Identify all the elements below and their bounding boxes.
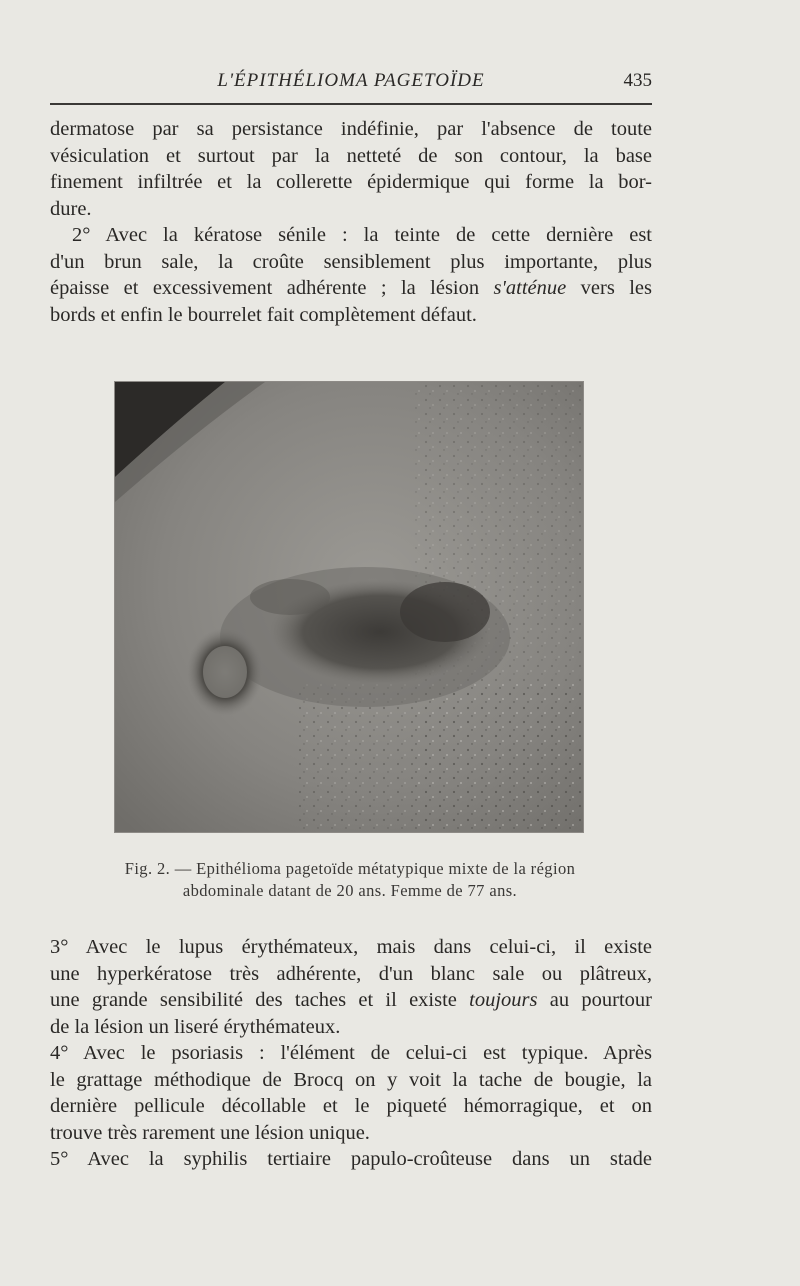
text-line: dure. — [50, 197, 92, 220]
skin-lesion-photo — [115, 382, 583, 832]
paragraph-1 — [50, 116, 652, 222]
caption-line: Fig. 2. — Epithélioma pagetoïde métatypique mixte de la région — [124, 859, 576, 878]
text-run: vers les — [566, 277, 652, 299]
caption-line: abdominale datant de 20 ans. Femme de 77 ans. — [182, 881, 518, 900]
paragraph-2 — [50, 222, 652, 328]
italic-term: s'atténue — [493, 277, 567, 299]
text-line: dermatose par sa persistance indéfinie, par l'absence de toute — [50, 118, 652, 140]
text-run: épaisse et excessivement adhérente ; la lésion — [50, 277, 494, 299]
text-line: le grattage méthodique de Brocq on y voit la tache de bougie, la — [50, 1068, 652, 1091]
text-line: 3° Avec le lupus érythémateux, mais dans celui-ci, il existe — [50, 936, 652, 958]
paragraph-4 — [50, 1040, 652, 1146]
italic-term: toujours — [469, 989, 538, 1011]
text-run: une grande sensibilité des taches et il existe — [50, 989, 470, 1011]
paragraph-5 — [50, 1146, 652, 1173]
text-line: dernière pellicule décollable et le piqueté hémorragique, et on — [50, 1095, 652, 1117]
text-line: une hyperkératose très adhérente, d'un blanc sale ou plâtreux, — [50, 962, 652, 985]
text-line: 4° Avec le psoriasis : l'élément de celui-ci est typique. Après — [50, 1042, 652, 1064]
header-rule — [50, 103, 652, 105]
text-line: de la lésion un liseré érythémateux. — [50, 1015, 341, 1038]
paragraph-3 — [50, 934, 652, 1040]
text-line: vésiculation et surtout par la netteté de son contour, la base — [50, 144, 652, 167]
text-line — [50, 275, 652, 302]
text-line: 5° Avec la syphilis tertiaire papulo-croûteuse dans un stade — [50, 1148, 652, 1170]
text-run: au pourtour — [537, 989, 652, 1011]
running-head — [50, 68, 652, 100]
text-line — [50, 987, 652, 1014]
text-line: d'un brun sale, la croûte sensiblement plus importante, plus — [50, 250, 652, 273]
figure-caption — [60, 858, 640, 902]
text-line: 2° Avec la kératose sénile : la teinte de cette dernière est — [72, 224, 652, 246]
text-line: finement infiltrée et la collerette épidermique qui forme la bor- — [50, 171, 652, 193]
text-line: bords et enfin le bourrelet fait complètement défaut. — [50, 303, 477, 326]
figure-photograph — [114, 381, 584, 833]
page-number: 435 — [623, 70, 652, 91]
running-title: L'ÉPITHÉLIOMA PAGETOÏDE — [217, 70, 485, 91]
text-line: trouve très rarement une lésion unique. — [50, 1121, 370, 1144]
